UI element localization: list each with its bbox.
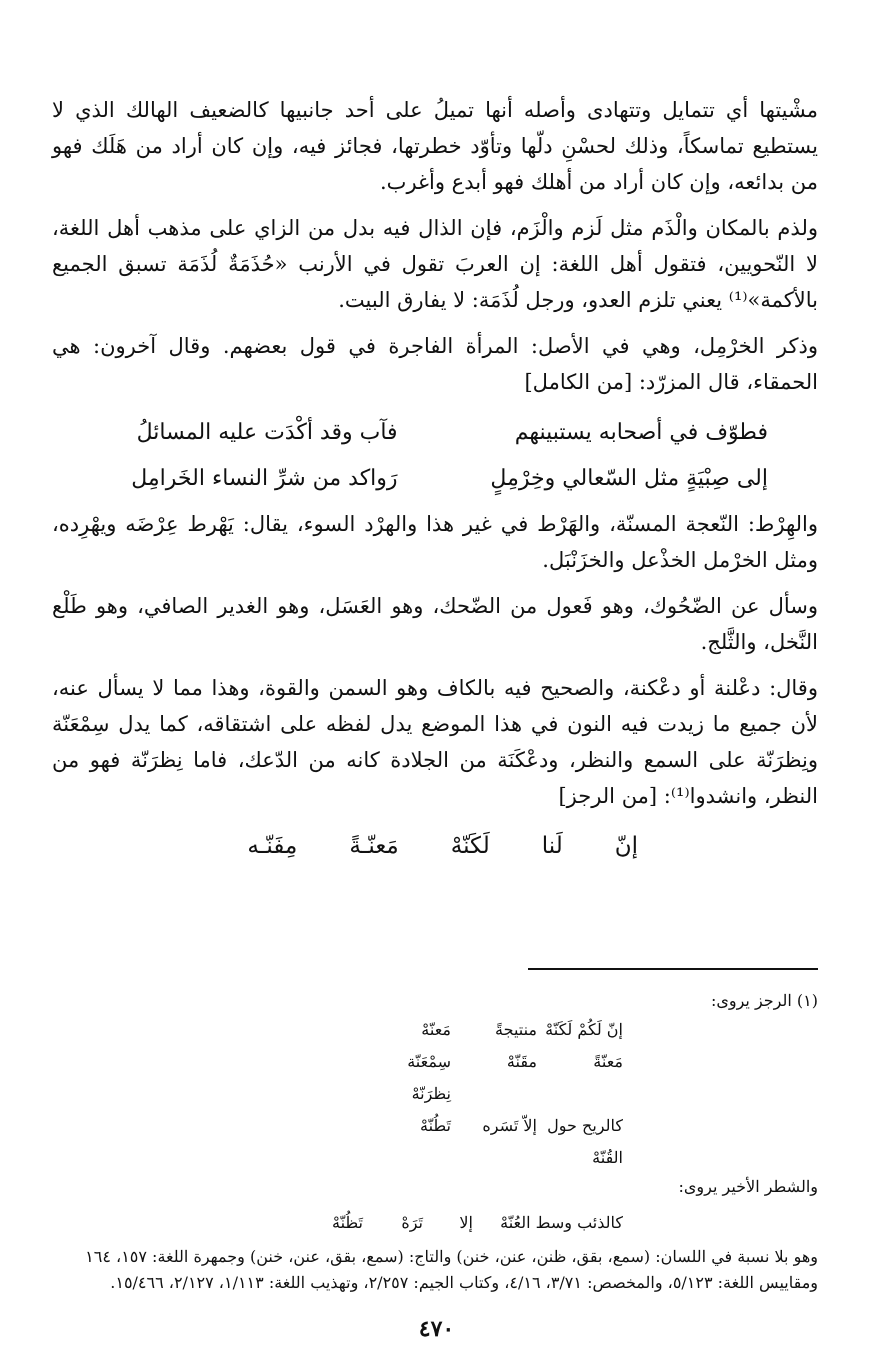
poem-verses [52, 410, 818, 502]
footnote-verse-cell: تَرَهْ [401, 1213, 423, 1232]
paragraph: والهِرْط: النّعجة المسنّة، والهَرْط في غير هذا والهرْد السوء، يقال: يَهْرط عِرْضَه ويهْرِده، ومثل الخرْمل الخذْعل والخزَنْبَل. [52, 512, 818, 572]
paragraph: مشْيتها أي تتمايل وتتهادى وأصله أنها تميلُ على أحد جانبيها كالضعيف الهالك الذي لا يستطيع تماسكاً، وذلك لحسْنِ دلّها وتأوّد خطرتها، فجائز فيه، وإن كان أراد من هَلَك فهو من بدائعه، وإن كان أراد من أهلك فهو أبدع وأغرب. [52, 98, 818, 194]
footnotes [52, 988, 818, 1296]
footnote-verse-cell: مَعنّهْ [421, 1020, 451, 1039]
footnote-verse-cell: سِمْعَنّة نِظرَنّهْ [407, 1052, 451, 1103]
main-text [52, 92, 818, 868]
footnote-verse-cell: إنّ لَكُمْ لَكَنّهْ [545, 1020, 623, 1039]
footnote-verse-cell: إلاّ تَسَره [482, 1116, 537, 1135]
verse-first-hemistich: إلى صِبْيَةٍ مثل السّعالي وخِرْمِلٍ [490, 466, 768, 491]
rajaz-word: مَعنّـةً [349, 833, 399, 859]
rajaz-word: مِفَنّـه [247, 833, 298, 859]
footnote-label: والشطر الأخير يروى: [678, 1177, 818, 1196]
footnote-sources: وهو بلا نسبة في اللسان: (سمع، بقق، ظنن، عنن، خنن) والتاج: (سمع، بقق، عنن، خنن) وجمهرة اللغة: ١٥٧، ١٦٤ ومقاييس اللغة: ٥/١٢٣، والمخصص: ٣/٧١، ٤/١٦، وكتاب الجيم: ٢/٢٥٧، وتهذيب اللغة: ١/١١٣، ٢/١٢٧، ١٥/٤٦٦. [85, 1247, 818, 1292]
verse-first-hemistich: فطوّف في أصحابه يستبينهم [514, 420, 768, 445]
footnote-verse-row [52, 1110, 818, 1174]
footnote-verse-cell: إلا [459, 1213, 473, 1232]
footnote-verse-cell: كالذئب وسط العُنّهْ [500, 1213, 623, 1232]
verse-row [52, 456, 818, 502]
footnote-verse-row [52, 1014, 818, 1046]
page-number: ٤٧٠ [418, 1316, 455, 1342]
footnote-label: (١) الرجز يروى: [710, 991, 818, 1010]
footnote-verse-cell: تَطُنّهْ [420, 1116, 451, 1135]
footnote-verse-row [52, 1206, 818, 1240]
footnote-verse-cell: منتيجةً [495, 1020, 537, 1039]
rajaz-word: إنّ [614, 833, 638, 859]
footnote-verse-cell: تَظُنّهْ [332, 1213, 363, 1232]
footnote-verse-cell: مَعنّةً [593, 1052, 623, 1071]
paragraph: ولذم بالمكان والْذَم مثل لَزم والْزَم، فإن الذال فيه بدل من الزاي على مذهب أهل اللغة، لا النّحويين، فتقول أهل اللغة: إن العربَ تقول في الأرنب «حُذَمَةٌ لُذَمَة تسبق الجميع بالأكمة»⁽¹⁾ يعني تلزم العدو، ورجل لُذَمَة: لا يفارق البيت. [52, 216, 818, 312]
paragraph: وقال: دعْلنة أو دعْكنة، والصحيح فيه بالكاف وهو السمن والقوة، وهذا مما لا يسأل عنه، لأن جميع ما زيدت فيه النون في هذا الموضع يدل لفظه على اشتقاقه، كما يدل سِمْعَنّة ونِظرَنّة على السمع والنظر، ودعْكَنَة من الجلادة كانه من الدّعك، فاما نِظرَنّة فهو من النظر، وانشدوا⁽¹⁾: [من الرجز] [52, 676, 818, 808]
rajaz-word: لَكَنّهْ [450, 833, 490, 859]
footnote-verse-cell: مقَنّهْ [506, 1052, 537, 1071]
verse-row [52, 410, 818, 456]
footnote-verse-row [52, 1046, 818, 1110]
footnote-separator [528, 968, 818, 970]
verse-second-hemistich: رَواكد من شرِّ النساء الخَرامِل [131, 466, 398, 491]
rajaz-verse [52, 824, 818, 868]
paragraph: وسأل عن الضّحُوك، وهو فَعول من الضّحك، وهو العَسَل، وهو الغدير الصافي، وهو طَلْع النَّخل، والثَّلج. [52, 594, 818, 654]
rajaz-word: لَنا [541, 833, 563, 859]
verse-second-hemistich: فآب وقد أكْدَت عليه المسائلُ [136, 420, 398, 445]
paragraph: وذكر الخرْمِل، وهي في الأصل: المرأة الفاجرة في قول بعضهم. وقال آخرون: هي الحمقاء، قال المزرّد: [من الكامل] [52, 334, 818, 394]
footnote-verse-cell: كالريح حول القُنّهْ [547, 1116, 623, 1167]
